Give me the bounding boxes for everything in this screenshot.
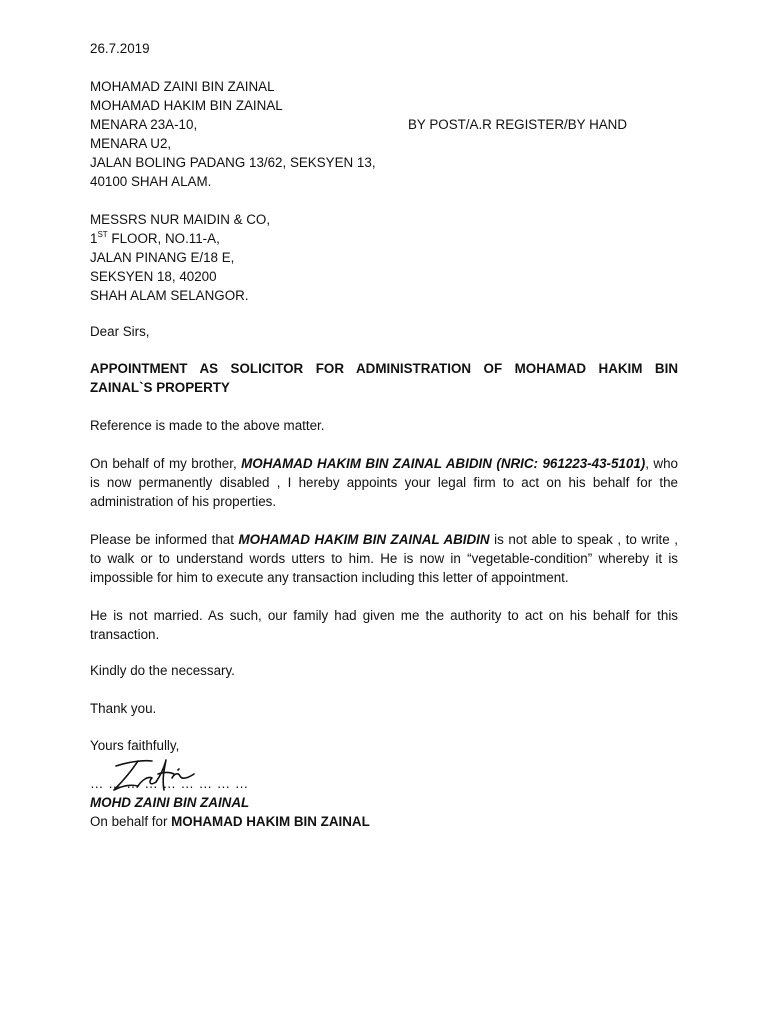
paragraph-appointment-intro: On behalf of my brother, [90,456,242,471]
recipient-address-line-2: JALAN PINANG E/18 E, [90,250,235,265]
recipient-address-line-4: SHAH ALAM SELANGOR. [90,288,249,303]
signature-dotted-line: … … … … … … … … … [90,776,249,791]
paragraph-appointment [90,454,678,511]
brother-name: MOHAMAD HAKIM BIN ZAINAL ABIDIN [238,532,490,547]
paragraph-condition-intro: Please be informed that [90,532,239,547]
thank-you-line: Thank you. [90,701,157,716]
delivery-method-note: BY POST/A.R REGISTER/BY HAND [408,117,628,132]
recipient-address-line-3: SEKSYEN 18, 40200 [90,269,217,284]
subject-heading-line-2: ZAINAL`S PROPERTY [90,380,230,395]
closing-phrase: Yours faithfully, [90,738,180,753]
paragraph-condition [90,530,678,587]
paragraph-reference: Reference is made to the above matter. [90,418,325,433]
salutation: Dear Sirs, [90,324,150,339]
sender-name-2: MOHAMAD HAKIM BIN ZAINAL [90,98,283,113]
brother-name-nric: MOHAMAD HAKIM BIN ZAINAL ABIDIN (NRIC: 961223-43-5101) [241,456,646,471]
floor-number: 1 [90,231,98,246]
paragraph-kindly: Kindly do the necessary. [90,663,235,678]
sender-address-line-3: JALAN BOLING PADANG 13/62, SEKSYEN 13, [90,155,376,170]
sender-address-line-2: MENARA U2, [90,136,172,151]
subject-heading [90,359,678,397]
recipient-firm: MESSRS NUR MAIDIN & CO, [90,212,271,227]
floor-ordinal-suffix: ST [97,230,108,239]
sender-address-line-1: MENARA 23A-10, [90,117,198,132]
paragraph-condition-body: is not able to speak , to write , to walk or to understand words utters to him. He is now in “vegetable-condition” whereby it is impossible for him to execute any transaction including this letter of appointment. [90,532,678,585]
signatory-name: MOHD ZAINI BIN ZAINAL [90,795,250,810]
on-behalf-name: MOHAMAD HAKIM BIN ZAINAL [171,814,370,829]
sender-address-line-4: 40100 SHAH ALAM. [90,174,212,189]
on-behalf-prefix: On behalf for [90,814,172,829]
paragraph-authority: He is not married. As such, our family had given me the authority to act on his behalf for this transaction. [90,608,678,642]
letter-date: 26.7.2019 [90,41,150,56]
sender-name-1: MOHAMAD ZAINI BIN ZAINAL [90,79,275,94]
paragraph-appointment-body: , who is now permanently disabled , I hereby appoints your legal firm to act on his behalf for the administration of his properties. [90,456,678,509]
recipient-address-line-1 [90,231,220,247]
on-behalf-line [90,814,370,830]
subject-heading-line-1: APPOINTMENT AS SOLICITOR FOR ADMINISTRATION OF MOHAMAD HAKIM BIN [90,361,678,376]
floor-rest: FLOOR, NO.11-A, [107,231,220,246]
